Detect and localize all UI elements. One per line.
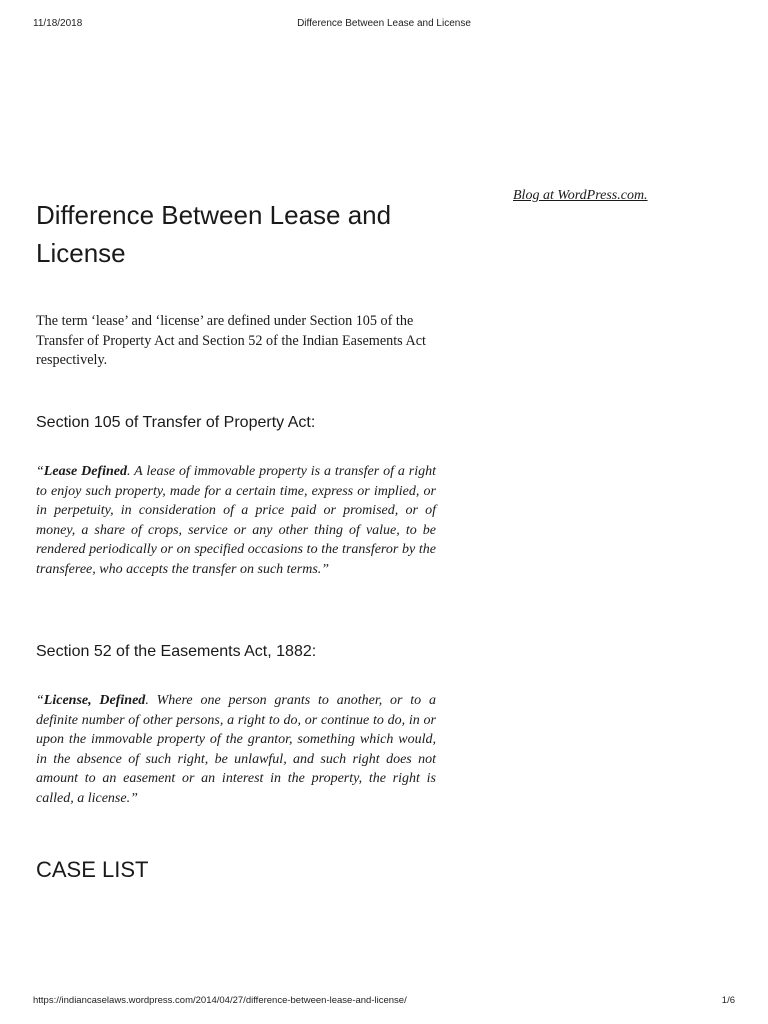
section-105-heading: Section 105 of Transfer of Property Act: <box>36 414 316 431</box>
wordpress-blog-link[interactable]: Blog at WordPress.com. <box>513 188 648 203</box>
page-number: 1/6 <box>721 995 735 1006</box>
print-header <box>33 18 735 32</box>
section-52-heading: Section 52 of the Easements Act, 1882: <box>36 643 317 660</box>
intro-paragraph: The term ‘lease’ and ‘license’ are defined under Section 105 of the Transfer of Property Act and Section 52 of the Indian Easements Act respectively. <box>36 313 426 368</box>
article <box>36 196 436 272</box>
quote-open-mark: “ <box>36 464 44 479</box>
print-url: https://indiancaselaws.wordpress.com/2014/04/27/difference-between-lease-and-license/ <box>33 995 407 1006</box>
print-date: 11/18/2018 <box>33 18 83 29</box>
quote-open-mark: “ <box>36 693 44 708</box>
license-definition-text: . Where one person grants to another, or to a definite number of other persons, a right to do, or continue to do, in or upon the immovable property of the grantor, something which would, in the absence of such right, be unlawful, and such right does not amount to an easement or an interest in the property, the right is called, a license.” <box>36 693 436 806</box>
print-page-title: Difference Between Lease and License <box>297 18 471 29</box>
case-list-heading: CASE LIST <box>36 857 149 882</box>
license-defined-term: License, Defined <box>43 693 146 708</box>
lease-defined-term: Lease Defined <box>43 464 127 479</box>
article-title: Difference Between Lease and License <box>36 200 392 268</box>
print-footer <box>33 995 735 1009</box>
license-definition-quote <box>36 691 436 808</box>
lease-definition-text: . A lease of immovable property is a transfer of a right to enjoy such property, made for a certain time, express or implied, or in perpetuity, in consideration of a price paid or promised, or of money, a share of crops, service or any other thing of value, to be rendered periodically or on specified occasions to the transferor by the transferee, who accepts the transfer on such terms.” <box>36 464 436 577</box>
lease-definition-quote <box>36 462 436 579</box>
